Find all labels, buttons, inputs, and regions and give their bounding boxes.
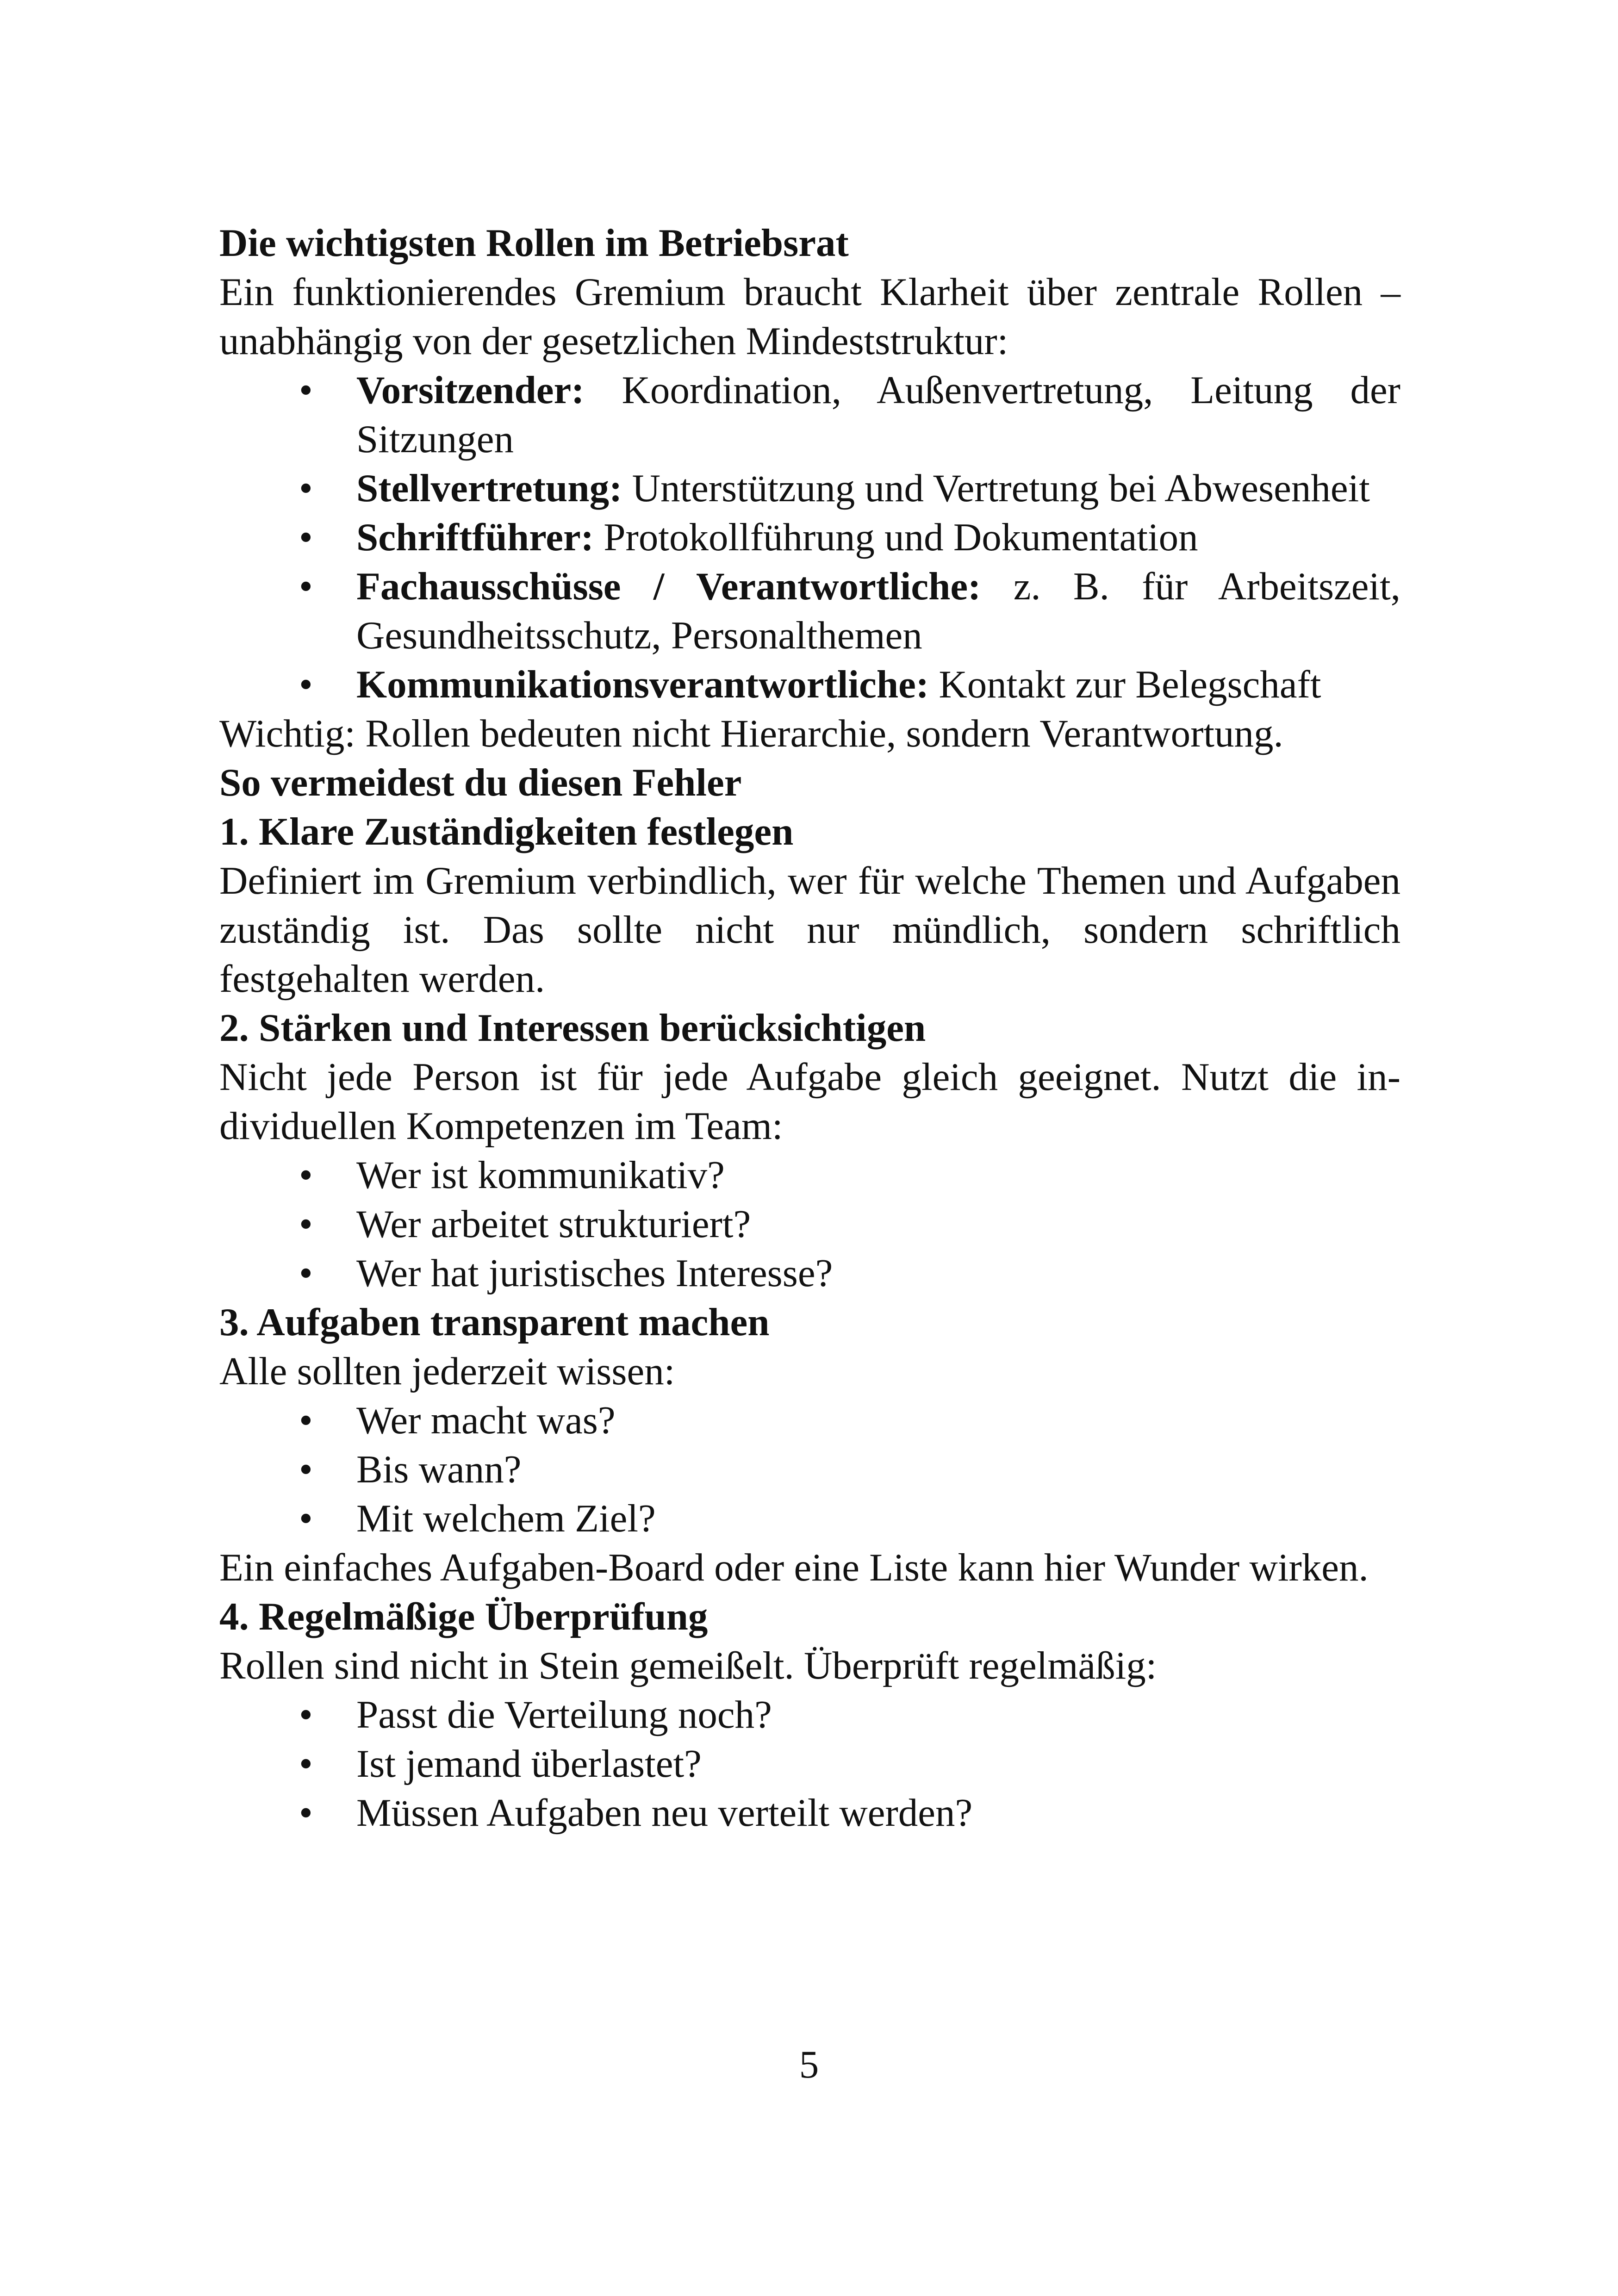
step-heading-2: 2. Stärken und Interessen berücksichtigen bbox=[219, 1006, 926, 1050]
list-item-text: Müssen Aufgaben neu verteilt werden? bbox=[356, 1791, 973, 1835]
roles-list bbox=[219, 366, 1400, 709]
bullet-icon: • bbox=[299, 1399, 313, 1442]
role-description: Unterstützung und Vertretung bei Abwesenheit bbox=[622, 467, 1370, 510]
step-text-4: Rollen sind nicht in Stein gemeißelt. Überprüft regelmäßig: bbox=[219, 1644, 1157, 1687]
roles-note: Wichtig: Rollen bedeuten nicht Hierarchie, sondern Verantwortung. bbox=[219, 712, 1283, 755]
list-item bbox=[219, 1249, 1400, 1298]
bullet-icon: • bbox=[299, 1791, 313, 1835]
step-text-2: Nicht jede Person ist für jede Aufgabe gleich geeignet. Nutzt die individuellen Kompetenzen im Team: bbox=[219, 1055, 1400, 1148]
list-item-text: Passt die Verteilung noch? bbox=[356, 1693, 772, 1736]
role-term: Fachausschüsse / Verantwortliche: bbox=[356, 565, 981, 608]
step3-list bbox=[219, 1396, 1400, 1543]
bullet-icon: • bbox=[299, 1497, 313, 1540]
bullet-icon: • bbox=[299, 368, 313, 412]
list-item bbox=[219, 1788, 1400, 1837]
page-number: 5 bbox=[799, 2043, 819, 2086]
bullet-icon: • bbox=[299, 1742, 313, 1786]
bullet-icon: • bbox=[299, 565, 313, 608]
list-item-text: Ist jemand überlastet? bbox=[356, 1742, 702, 1786]
list-item-role bbox=[219, 660, 1400, 709]
list-item bbox=[219, 1151, 1400, 1200]
role-term: Schriftführer: bbox=[356, 516, 594, 559]
bullet-icon: • bbox=[299, 663, 313, 706]
step-heading-4: 4. Regelmäßige Überprüfung bbox=[219, 1595, 708, 1638]
section-heading-avoid-mistake: So vermeidest du diesen Fehler bbox=[219, 761, 742, 804]
step-heading-3: 3. Aufgaben transparent machen bbox=[219, 1300, 770, 1344]
bullet-icon: • bbox=[299, 1202, 313, 1246]
roles-intro: Ein funktionierendes Gremium braucht Klarheit über zentrale Rollen – unabhängig von der gesetzlichen Mindeststruktur: bbox=[219, 270, 1400, 363]
list-item-text: Wer ist kommunikativ? bbox=[356, 1153, 725, 1197]
document-page bbox=[219, 218, 1400, 1837]
list-item bbox=[219, 1200, 1400, 1249]
list-item-text: Wer macht was? bbox=[356, 1399, 616, 1442]
list-item bbox=[219, 1690, 1400, 1739]
role-description: Kontakt zur Belegschaft bbox=[929, 663, 1321, 706]
step-text-3: Alle sollten jederzeit wissen: bbox=[219, 1350, 675, 1393]
list-item-role bbox=[219, 562, 1400, 660]
role-term: Stellvertretung: bbox=[356, 467, 622, 510]
bullet-icon: • bbox=[299, 1448, 313, 1491]
role-description: Koordination, Außenvertretung, Leitung der Sitzungen bbox=[356, 368, 1400, 461]
list-item bbox=[219, 1739, 1400, 1788]
step-text-1: Definiert im Gremium verbindlich, wer für welche Themen und Aufgaben zuständig ist. Das sollte nicht nur mündlich, sondern schriftlich festgehalten werden. bbox=[219, 859, 1400, 1001]
list-item bbox=[219, 1494, 1400, 1543]
role-description: Protokollführung und Dokumentation bbox=[594, 516, 1198, 559]
list-item-text: Wer hat juristisches Interesse? bbox=[356, 1251, 833, 1295]
role-term: Vorsitzender: bbox=[356, 368, 585, 412]
step-heading-1: 1. Klare Zuständigkeiten festlegen bbox=[219, 810, 794, 853]
list-item bbox=[219, 1396, 1400, 1445]
role-description: z. B. für Arbeitszeit, Gesundheitsschutz, Personalthemen bbox=[356, 565, 1400, 657]
role-term: Kommunikationsverantwortliche: bbox=[356, 663, 929, 706]
step4-list bbox=[219, 1690, 1400, 1837]
list-item-text: Mit welchem Ziel? bbox=[356, 1497, 656, 1540]
list-item bbox=[219, 1445, 1400, 1494]
bullet-icon: • bbox=[299, 467, 313, 510]
list-item-role bbox=[219, 366, 1400, 464]
step-closing-3: Ein einfaches Aufgaben-Board oder eine Liste kann hier Wunder wirken. bbox=[219, 1546, 1369, 1589]
bullet-icon: • bbox=[299, 516, 313, 559]
list-item-text: Wer arbeitet strukturiert? bbox=[356, 1202, 751, 1246]
list-item-role bbox=[219, 464, 1400, 513]
section-heading-roles: Die wichtigsten Rollen im Betriebsrat bbox=[219, 221, 849, 265]
list-item-role bbox=[219, 513, 1400, 562]
bullet-icon: • bbox=[299, 1693, 313, 1736]
bullet-icon: • bbox=[299, 1153, 313, 1197]
bullet-icon: • bbox=[299, 1251, 313, 1295]
list-item-text: Bis wann? bbox=[356, 1448, 522, 1491]
step2-list bbox=[219, 1151, 1400, 1298]
